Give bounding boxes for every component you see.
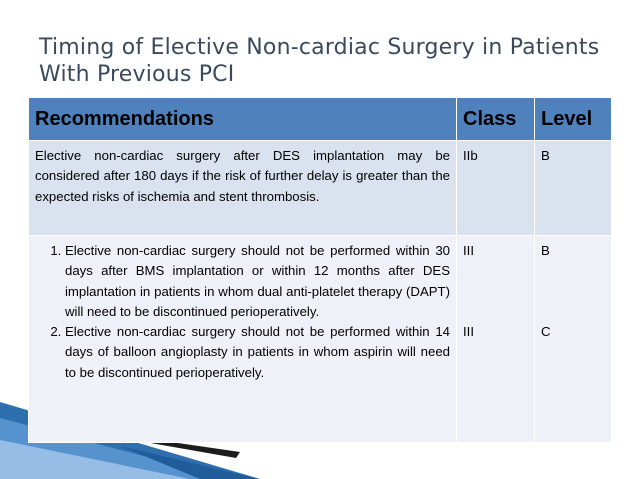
table-row — [29, 236, 612, 443]
level-cell: B — [535, 141, 612, 236]
header-recommendations: Recommendations — [29, 98, 457, 141]
class-cell — [457, 236, 535, 443]
recommendation-cell — [29, 236, 457, 443]
level-value: B — [541, 243, 550, 258]
list-item: 1. Elective non-cardiac surgery should not be performed within 30 days after BMS implantation or within 12 months after DES implantation in patients in whom dual anti-platelet therapy (DAPT) will need to be discontinued perioperatively. — [65, 241, 450, 322]
header-class: Class — [457, 98, 535, 141]
level-cell — [535, 236, 612, 443]
level-value: C — [541, 324, 551, 340]
slide-title-line-1: Timing of Elective Non-cardiac Surgery in Patients — [39, 35, 600, 60]
header-level: Level — [535, 98, 612, 141]
recommendations-table — [28, 97, 612, 443]
table-header-row — [29, 98, 612, 141]
recommendation-cell: Elective non-cardiac surgery after DES implantation may be considered after 180 days if the risk of further delay is greater than the expected risks of ischemia and stent thrombosis. — [29, 141, 457, 236]
table-row — [29, 141, 612, 236]
recommendation-list — [35, 241, 450, 383]
class-value: III — [463, 324, 474, 340]
slide-title-line-2: With Previous PCI — [39, 62, 235, 87]
class-cell: IIb — [457, 141, 535, 236]
class-value: III — [463, 243, 474, 258]
slide-title — [39, 34, 619, 88]
list-item: 2. Elective non-cardiac surgery should not be performed within 14 days of balloon angioplasty in patients in whom aspirin will need to be discontinued perioperatively. — [65, 322, 450, 383]
